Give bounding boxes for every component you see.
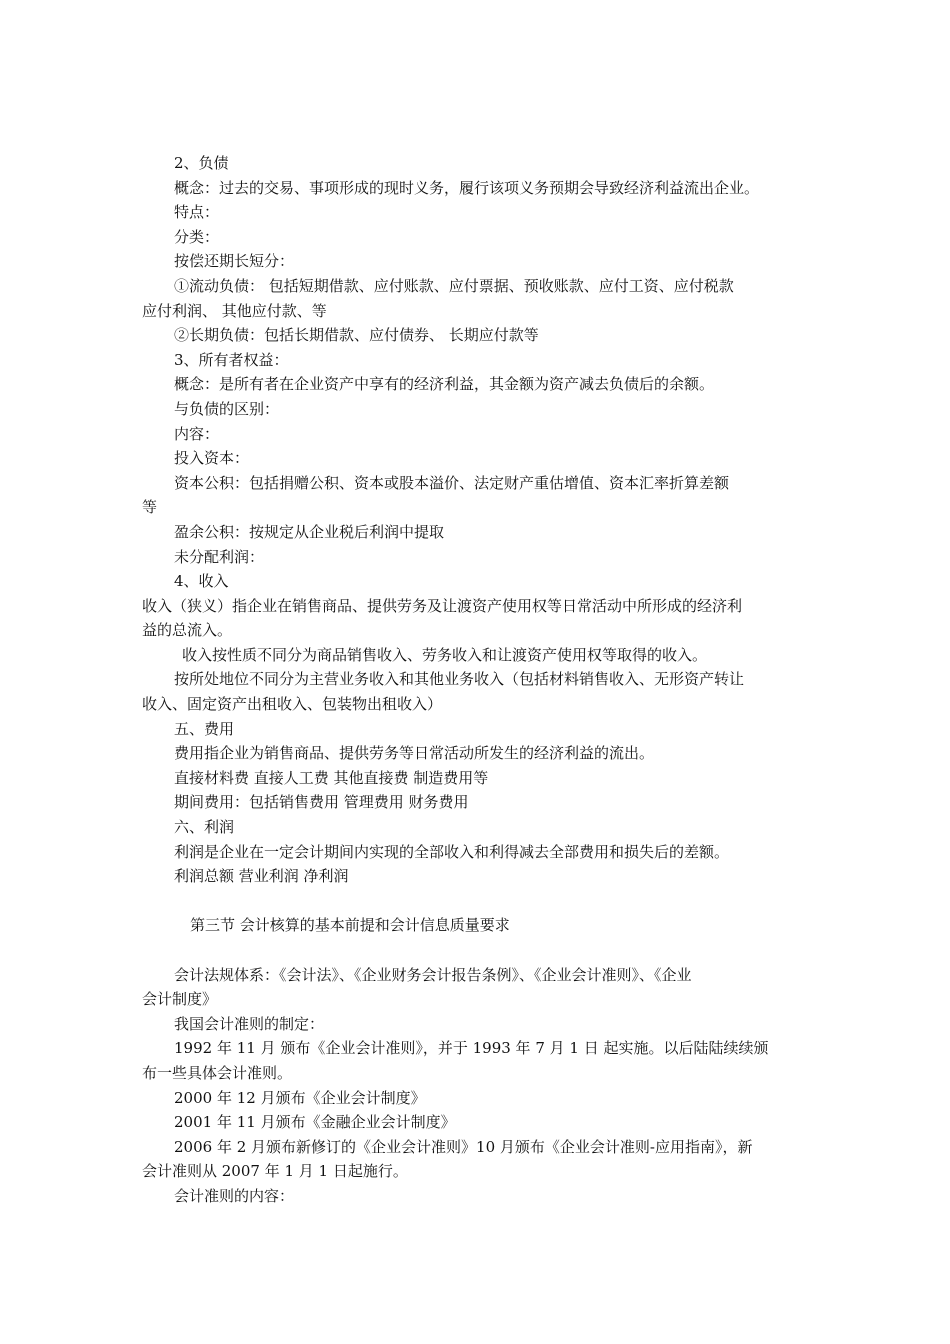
text-line: 布一些具体会计准则。 — [142, 1063, 293, 1082]
text-line: 会计准则的内容： — [174, 1186, 295, 1205]
blank-line — [142, 889, 812, 914]
heading-expenses: 五、费用 — [174, 719, 235, 738]
text-line: 收入（狭义）指企业在销售商品、提供劳务及让渡资产使用权等日常活动中所形成的经济利 — [142, 596, 743, 615]
text-line: 利润是企业在一定会计期间内实现的全部收入和利得减去全部费用和损失后的差额。 — [174, 842, 730, 861]
text-line: 盈余公积：按规定从企业税后利润中提取 — [174, 522, 445, 541]
text-line: 益的总流入。 — [142, 621, 233, 640]
text-line: 按所处地位不同分为主营业务收入和其他业务收入（包括材料销售收入、无形资产转让 — [174, 670, 745, 689]
text-line: 应付利润、 其他应付款、等 — [142, 301, 327, 320]
text-line: 2000 年 12 月颁布《企业会计制度》 — [174, 1088, 426, 1107]
text-line: ②长期负债：包括长期借款、应付债券、 长期应付款等 — [174, 326, 539, 345]
text-line: 与负债的区别： — [174, 399, 280, 418]
section-title: 第三节 会计核算的基本前提和会计信息质量要求 — [190, 916, 510, 935]
text-line: 直接材料费 直接人工费 其他直接费 制造费用等 — [174, 768, 489, 787]
blank-line — [142, 938, 812, 963]
text-line: 我国会计准则的制定： — [174, 1014, 325, 1033]
text-line: 会计准则从 2007 年 1 月 1 日起施行。 — [142, 1162, 408, 1181]
text-line: 特点： — [174, 203, 220, 222]
text-line: 期间费用：包括销售费用 管理费用 财务费用 — [174, 793, 469, 812]
text-line: 会计法规体系：《会计法》、《企业财务会计报告条例》、《企业会计准则》、《企业 — [174, 965, 692, 984]
text-line: 内容： — [174, 424, 220, 443]
text-line: 投入资本： — [174, 449, 250, 468]
text-line: 1992 年 11 月 颁布《企业会计准则》，并于 1993 年 7 月 1 日 起实施。以后陆陆续续颁 — [174, 1039, 769, 1058]
heading-owners-equity: 3、所有者权益： — [174, 350, 289, 369]
text-line: 未分配利润： — [174, 547, 265, 566]
text-line: 2001 年 11 月颁布《金融企业会计制度》 — [174, 1113, 456, 1132]
text-line: 会计制度》 — [142, 990, 218, 1009]
text-line: 资本公积：包括捐赠公积、资本或股本溢价、法定财产重估增值、资本汇率折算差额 — [174, 473, 730, 492]
text-line: 利润总额 营业利润 净利润 — [174, 867, 349, 886]
text-line: 按偿还期长短分： — [174, 252, 295, 271]
heading-liabilities: 2、负债 — [174, 154, 229, 172]
heading-profit: 六、利润 — [174, 818, 235, 837]
text-line: 2006 年 2 月颁布新修订的《企业会计准则》10 月颁布《企业会计准则-应用指南》，新 — [174, 1137, 753, 1156]
document-body — [142, 151, 812, 1209]
text-line: 概念：是所有者在企业资产中享有的经济利益，其金额为资产减去负债后的余额。 — [174, 375, 715, 394]
heading-revenue: 4、收入 — [174, 572, 229, 591]
text-line: ①流动负债： 包括短期借款、应付账款、应付票据、预收账款、应付工资、应付税款 — [174, 276, 734, 295]
text-line: 收入按性质不同分为商品销售收入、劳务收入和让渡资产使用权等取得的收入。 — [182, 645, 708, 664]
text-line: 概念：过去的交易、事项形成的现时义务，履行该项义务预期会导致经济利益流出企业。 — [174, 178, 760, 197]
text-line: 收入、固定资产出租收入、包装物出租收入） — [142, 695, 443, 714]
text-line: 等 — [142, 498, 158, 517]
text-line: 分类： — [174, 227, 220, 246]
text-line: 费用指企业为销售商品、提供劳务等日常活动所发生的经济利益的流出。 — [174, 744, 655, 763]
